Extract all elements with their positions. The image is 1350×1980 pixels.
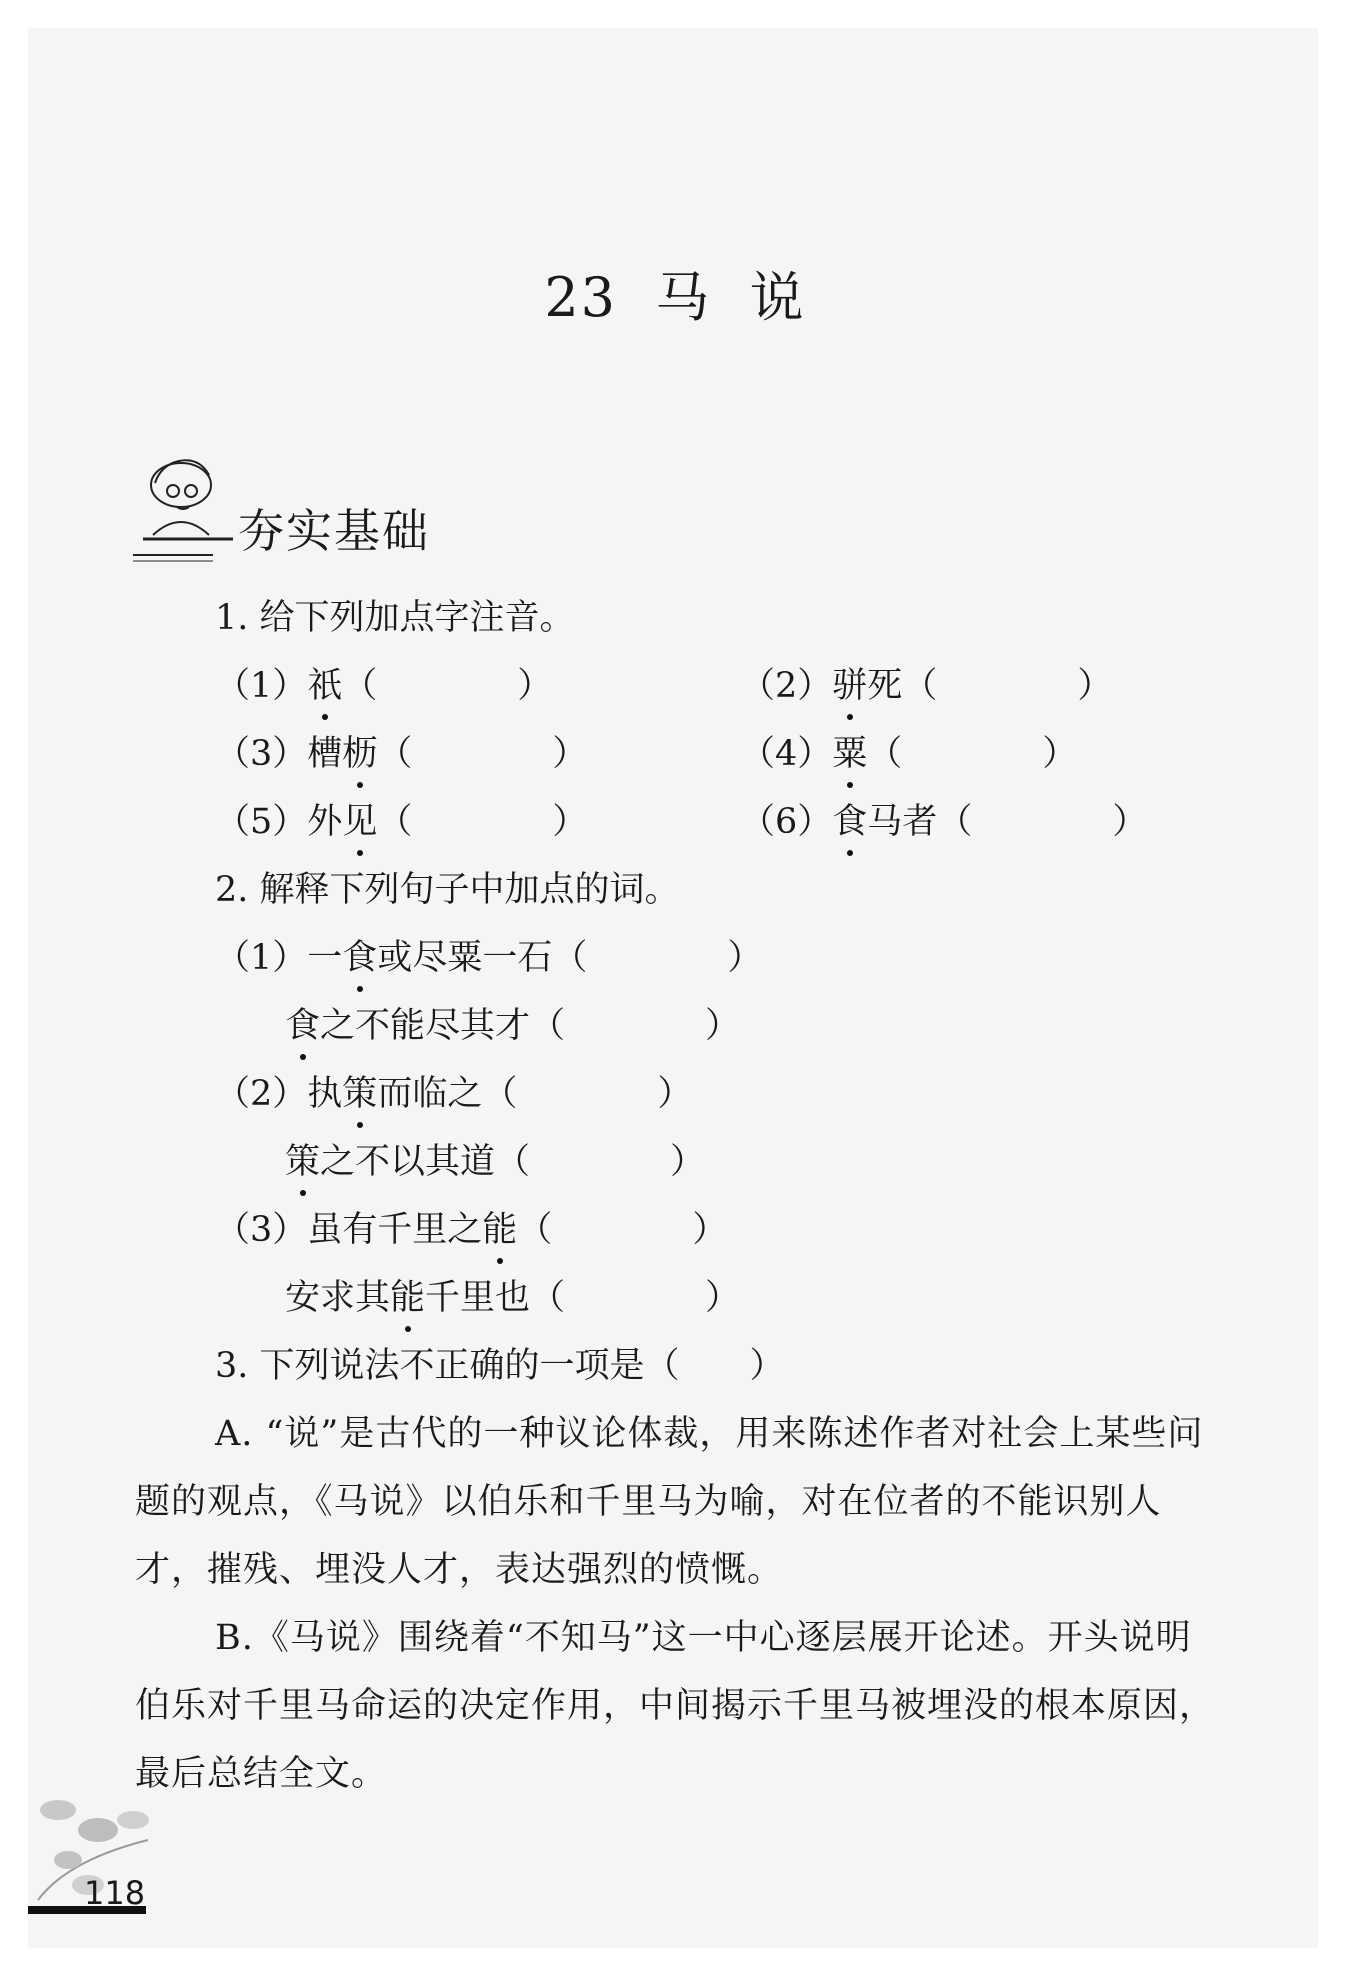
q1-item-2: （2）骈死（ ） <box>740 666 1113 706</box>
q1-item-6: （6）食马者（ ） <box>740 802 1148 842</box>
q1-stem: 1. 给下列加点字注音。 <box>215 598 575 638</box>
q2-stem: 2. 解释下列句子中加点的词。 <box>215 870 680 910</box>
q1-item-4: （4）粟（ ） <box>740 734 1078 774</box>
q2-item-3: （2）执策而临之（ ） <box>215 1074 693 1114</box>
q2-item-2: 食之不能尽其才（ ） <box>285 1006 741 1046</box>
q2-item-5: （3）虽有千里之能（ ） <box>215 1210 728 1250</box>
q3-option-b: B.《马说》围绕着“不知马”这一中心逐层展开论述。开头说明伯乐对千里马命运的决定作用，中间揭示千里马被埋没的根本原因，最后总结全文。 <box>135 1618 1216 1794</box>
section-title: 夯实基础 <box>238 504 430 558</box>
q3-stem: 3. 下列说法不正确的一项是（ ） <box>215 1346 785 1386</box>
q3-option-a: A. “说”是古代的一种议论体裁，用来陈述作者对社会上某些问题的观点，《马说》以伯乐和千里马为喻，对在位者的不能识别人才，摧残、埋没人才，表达强烈的愤慨。 <box>135 1414 1204 1590</box>
q2-item-1: （1）一食或尽粟一石（ ） <box>215 938 763 978</box>
lesson-title: 23 马 说 <box>544 266 806 329</box>
q1-item-3: （3）槽枥（ ） <box>215 734 588 774</box>
q1-item-1: （1）祇（ ） <box>215 666 553 706</box>
q1-item-5: （5）外见（ ） <box>215 802 588 842</box>
page-number: 118 <box>84 1874 146 1912</box>
q2-item-6: 安求其能千里也（ ） <box>285 1278 741 1318</box>
q2-item-4: 策之不以其道（ ） <box>285 1142 706 1182</box>
